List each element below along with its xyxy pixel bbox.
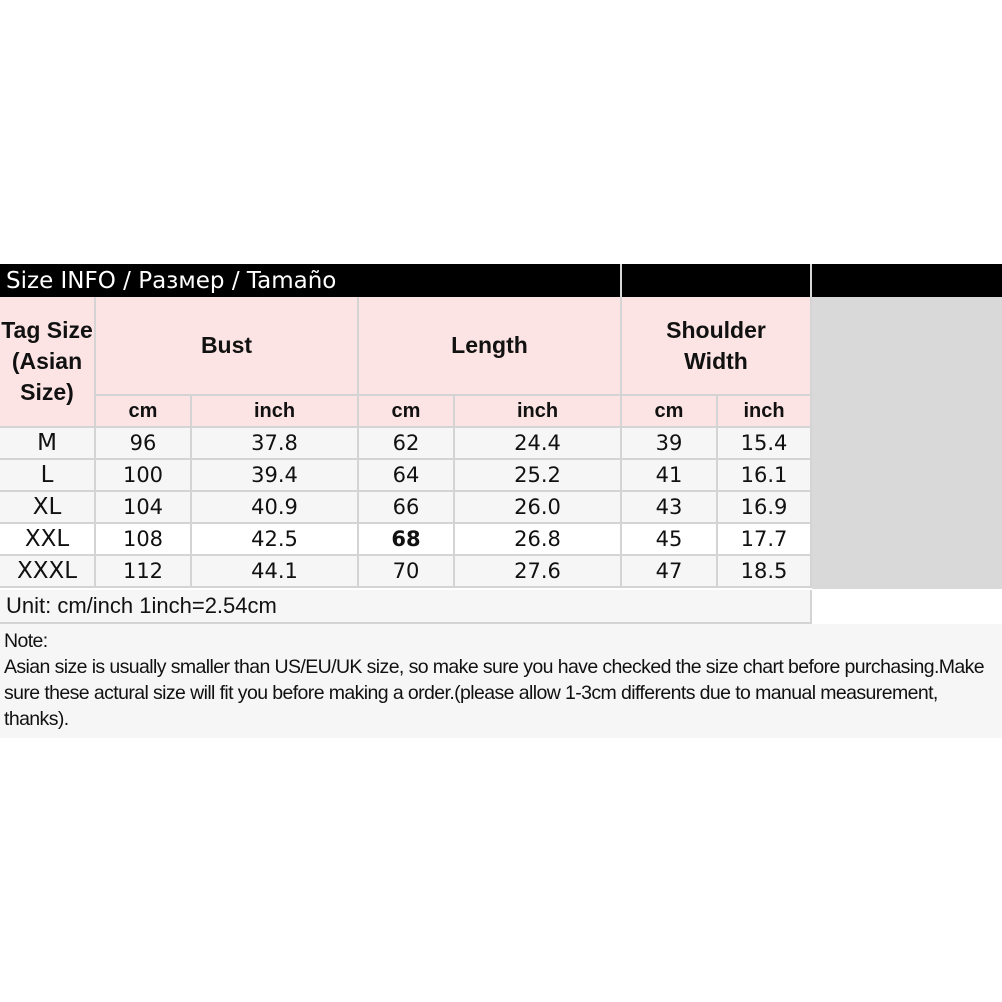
table-cell: 27.6 [455, 556, 622, 588]
table-cell: 64 [359, 460, 455, 492]
table-cell: 25.2 [455, 460, 622, 492]
size-label: M [0, 428, 96, 460]
tag-size-header: Tag Size (Asian Size) [0, 297, 96, 428]
size-chart-sheet [0, 264, 1002, 738]
table-cell: 26.8 [455, 524, 622, 556]
length-header: Length [359, 297, 622, 396]
size-label: XXXL [0, 556, 96, 588]
side-gray-block [812, 297, 1002, 589]
title-separator [620, 264, 622, 297]
title-separator [810, 264, 812, 297]
note-label: Note: [4, 630, 48, 652]
table-cell: 70 [359, 556, 455, 588]
table-cell: 26.0 [455, 492, 622, 524]
note-block [0, 624, 1002, 738]
note-text: Asian size is usually smaller than US/EU/UK size, so make sure you have checked the size chart before purchasing.Make sure these actural size will fit you before making a order.(please allow 1-3cm differents due to manual measurement, thanks). [4, 656, 985, 730]
shoulder-width-header: Shoulder Width [622, 297, 812, 396]
table-cell: 43 [622, 492, 718, 524]
table-cell: 66 [359, 492, 455, 524]
unit-header-inch: inch [192, 396, 359, 428]
table-cell: 100 [96, 460, 192, 492]
unit-header-cm: cm [96, 396, 192, 428]
bust-header: Bust [96, 297, 359, 396]
table-cell: 42.5 [192, 524, 359, 556]
unit-header-inch: inch [718, 396, 812, 428]
unit-header-cm: cm [359, 396, 455, 428]
table-cell: 39 [622, 428, 718, 460]
table-cell: 39.4 [192, 460, 359, 492]
size-label: L [0, 460, 96, 492]
table-cell: 17.7 [718, 524, 812, 556]
title-bar [0, 264, 1002, 297]
table-cell: 44.1 [192, 556, 359, 588]
table-cell: 108 [96, 524, 192, 556]
table-cell: 104 [96, 492, 192, 524]
table-cell: 41 [622, 460, 718, 492]
table-cell: 96 [96, 428, 192, 460]
table-cell: 18.5 [718, 556, 812, 588]
size-label: XXL [0, 524, 96, 556]
table-cell: 24.4 [455, 428, 622, 460]
table-cell: 37.8 [192, 428, 359, 460]
table-cell: 16.1 [718, 460, 812, 492]
unit-header-cm: cm [622, 396, 718, 428]
table-cell: 16.9 [718, 492, 812, 524]
table-cell: 62 [359, 428, 455, 460]
size-label: XL [0, 492, 96, 524]
chart-title: Size INFO / Размер / Tamaño [6, 268, 337, 294]
table-cell: 112 [96, 556, 192, 588]
unit-row-blank [812, 590, 1002, 624]
unit-note: Unit: cm/inch 1inch=2.54cm [0, 590, 812, 624]
table-cell: 15.4 [718, 428, 812, 460]
table-cell: 45 [622, 524, 718, 556]
table-cell: 40.9 [192, 492, 359, 524]
unit-header-inch: inch [455, 396, 622, 428]
table-cell: 68 [359, 524, 455, 556]
table-cell: 47 [622, 556, 718, 588]
